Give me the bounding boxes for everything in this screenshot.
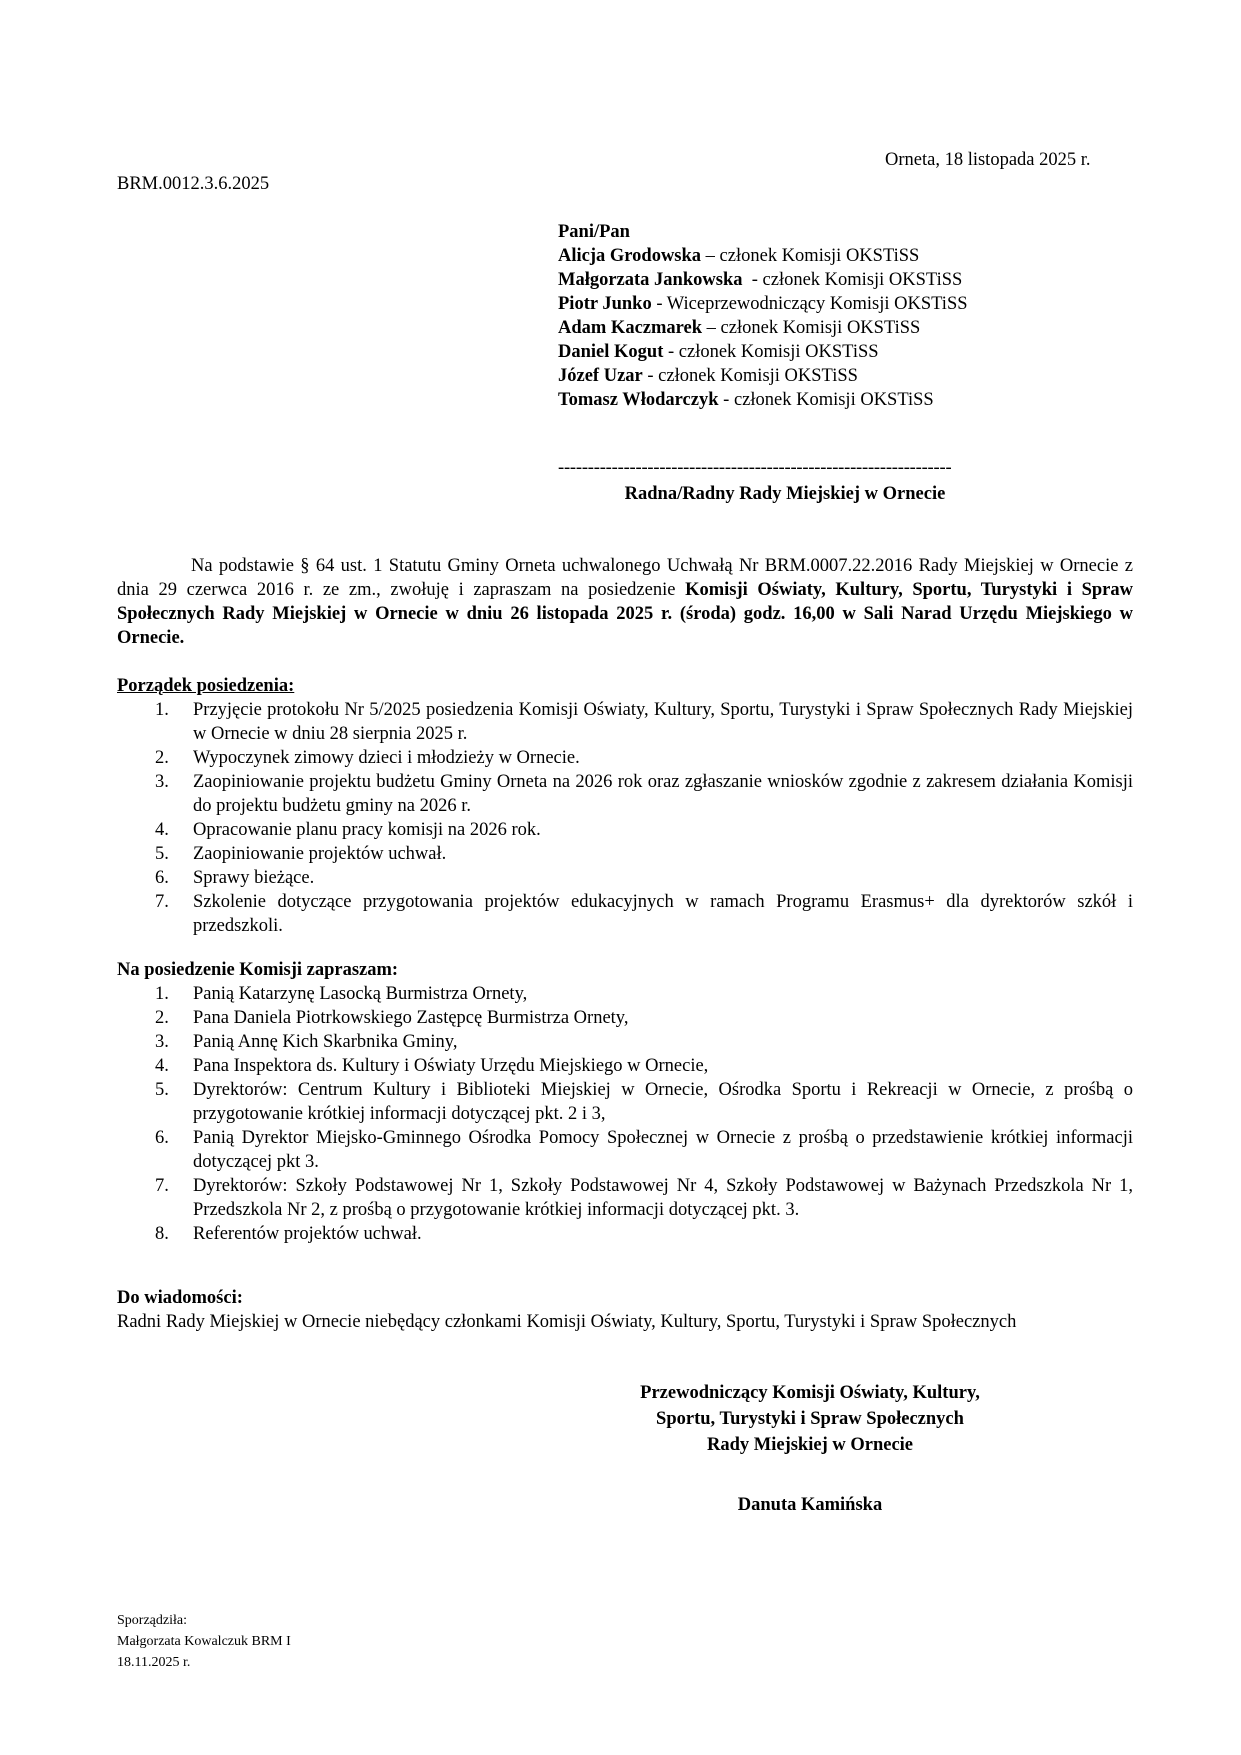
agenda-item-number: 7.	[155, 892, 169, 912]
invitee-item-text: Referentów projektów uchwał.	[193, 1224, 422, 1244]
info-text: Radni Rady Miejskiej w Ornecie niebędący członkami Komisji Oświaty, Kultury, Sportu, Turystyki i Spraw Społecznych	[117, 1312, 1017, 1332]
recipient-name: Daniel Kogut	[558, 342, 664, 362]
recipients-block	[558, 220, 968, 412]
invitee-item-number: 6.	[155, 1128, 169, 1148]
invitee-item	[117, 1126, 1133, 1174]
info-section	[117, 1286, 1133, 1334]
agenda-item	[117, 842, 1133, 866]
prepared-by-block	[117, 1610, 291, 1673]
recipient-line	[558, 292, 968, 316]
invitee-item-number: 2.	[155, 1008, 169, 1028]
prepared-person: Małgorzata Kowalczuk BRM I	[117, 1634, 291, 1649]
prepared-date: 18.11.2025 r.	[117, 1655, 191, 1670]
recipient-name: Małgorzata Jankowska	[558, 270, 743, 290]
agenda-item-number: 5.	[155, 844, 169, 864]
invitee-item-text: Panią Katarzynę Lasocką Burmistrza Ornety,	[193, 984, 528, 1004]
dashed-line: ------------------------------------------------------------------	[558, 458, 952, 478]
invitee-item-text: Panią Dyrektor Miejsko-Gminnego Ośrodka Pomocy Społecznej w Ornecie z prośbą o przedstawienie krótkiej informacji dotyczącej pkt 3.	[193, 1128, 1133, 1172]
invitee-item-text: Dyrektorów: Centrum Kultury i Biblioteki Miejskiej w Ornecie, Ośrodka Sportu i Rekreacji w Ornecie, z prośbą o przygotowanie krótkiej informacji dotyczącej pkt. 2 i 3,	[193, 1080, 1133, 1124]
agenda-item-number: 4.	[155, 820, 169, 840]
signature-line: Rady Miejskiej w Ornecie	[706, 1435, 914, 1455]
agenda-section	[117, 674, 1133, 938]
agenda-item-text: Szkolenie dotyczące przygotowania projektów edukacyjnych w ramach Programu Erasmus+ dla dyrektorów szkół i przedszkoli.	[193, 892, 1133, 936]
agenda-list	[117, 698, 1133, 938]
signature-line: Sportu, Turystyki i Spraw Społecznych	[656, 1409, 964, 1429]
recipient-title: Radna/Radny Rady Miejskiej w Ornecie	[624, 484, 946, 504]
recipient-name: Józef Uzar	[558, 366, 643, 386]
recipient-role: – członek Komisji OKSTiSS	[701, 246, 920, 266]
signer-name: Danuta Kamińska	[737, 1495, 883, 1515]
reference-number: BRM.0012.3.6.2025	[117, 174, 270, 194]
recipient-role: – członek Komisji OKSTiSS	[702, 318, 921, 338]
recipient-role: - członek Komisji OKSTiSS	[742, 270, 963, 290]
agenda-item-number: 3.	[155, 772, 169, 792]
agenda-item-text: Zaopiniowanie projektów uchwał.	[193, 844, 447, 864]
recipient-role: - członek Komisji OKSTiSS	[642, 366, 858, 386]
agenda-item	[117, 890, 1133, 938]
agenda-item	[117, 866, 1133, 890]
invitee-item	[117, 1054, 1133, 1078]
prepared-label: Sporządziła:	[117, 1613, 187, 1628]
invitee-item-text: Panią Annę Kich Skarbnika Gminy,	[193, 1032, 458, 1052]
recipient-line	[558, 316, 968, 340]
agenda-item	[117, 698, 1133, 746]
body-intro-bold: Komisji Oświaty, Kultury, Sportu, Turystyki i Spraw Społecznych Rady Miejskiej w Ornecie w dniu 26 listopada 2025 r. (środa) godz. 16,00 w Sali Narad Urzędu Miejskiego w Ornecie.	[117, 580, 1133, 648]
recipient-name: Alicja Grodowska	[558, 246, 702, 266]
invitee-item	[117, 982, 1133, 1006]
invitee-item-number: 3.	[155, 1032, 169, 1052]
signature-line: Przewodniczący Komisji Oświaty, Kultury,	[640, 1383, 980, 1403]
recipient-name: Adam Kaczmarek	[558, 318, 703, 338]
agenda-item-text: Przyjęcie protokołu Nr 5/2025 posiedzenia Komisji Oświaty, Kultury, Sportu, Turystyki i Spraw Społecznych Rady Miejskiej w Ornecie w dniu 28 sierpnia 2025 r.	[193, 700, 1133, 744]
invitee-item-text: Pana Daniela Piotrkowskiego Zastępcę Burmistrza Ornety,	[193, 1008, 629, 1028]
recipient-role: - Wiceprzewodniczący Komisji OKSTiSS	[651, 294, 968, 314]
agenda-item-text: Wypoczynek zimowy dzieci i młodzieży w Ornecie.	[193, 748, 580, 768]
invitee-item-number: 5.	[155, 1080, 169, 1100]
recipient-line	[558, 268, 968, 292]
info-title: Do wiadomości:	[117, 1288, 243, 1308]
invitee-item	[117, 1174, 1133, 1222]
body-intro-text: Na podstawie § 64 ust. 1 Statutu Gminy Orneta uchwalonego Uchwałą Nr BRM.0007.22.2016 Rady Miejskiej w Ornecie z dnia 29 czerwca 2016 r. ze zm., zwołuję i zapraszam na posiedzenie	[117, 556, 1133, 600]
invitee-item	[117, 1078, 1133, 1126]
agenda-item-text: Sprawy bieżące.	[193, 868, 315, 888]
agenda-item	[117, 818, 1133, 842]
agenda-item	[117, 746, 1133, 770]
salutation: Pani/Pan	[558, 222, 630, 242]
agenda-item-text: Opracowanie planu pracy komisji na 2026 rok.	[193, 820, 541, 840]
agenda-title: Porządek posiedzenia:	[117, 676, 295, 696]
recipient-name: Tomasz Włodarczyk	[558, 390, 719, 410]
recipient-role: - członek Komisji OKSTiSS	[718, 390, 934, 410]
invitees-list	[117, 982, 1133, 1246]
invitee-item-text: Pana Inspektora ds. Kultury i Oświaty Urzędu Miejskiego w Ornecie,	[193, 1056, 709, 1076]
invitee-item-number: 4.	[155, 1056, 169, 1076]
recipient-line	[558, 244, 968, 268]
body-paragraph	[117, 554, 1133, 650]
recipient-name: Piotr Junko	[558, 294, 652, 314]
signature-block	[600, 1380, 1020, 1458]
invitees-section	[117, 958, 1133, 1246]
invitee-item	[117, 1222, 1133, 1246]
recipient-line	[558, 388, 968, 412]
recipient-line	[558, 364, 968, 388]
agenda-item-number: 2.	[155, 748, 169, 768]
recipient-line	[558, 340, 968, 364]
recipient-role: - członek Komisji OKSTiSS	[663, 342, 879, 362]
document-date: Orneta, 18 listopada 2025 r.	[885, 150, 1091, 170]
agenda-item-text: Zaopiniowanie projektu budżetu Gminy Orneta na 2026 rok oraz zgłaszanie wniosków zgodnie z zakresem działania Komisji do projektu budżetu gminy na 2026 r.	[193, 772, 1133, 816]
agenda-item-number: 1.	[155, 700, 169, 720]
invitee-item	[117, 1006, 1133, 1030]
invitee-item-number: 7.	[155, 1176, 169, 1196]
invitee-item-text: Dyrektorów: Szkoły Podstawowej Nr 1, Szkoły Podstawowej Nr 4, Szkoły Podstawowej w Bażynach Przedszkola Nr 1, Przedszkola Nr 2, z prośbą o przygotowanie krótkiej informacji dotyczącej pkt. 3.	[193, 1176, 1133, 1220]
invitees-title: Na posiedzenie Komisji zapraszam:	[117, 960, 399, 980]
invitee-item	[117, 1030, 1133, 1054]
agenda-item-number: 6.	[155, 868, 169, 888]
agenda-item	[117, 770, 1133, 818]
invitee-item-number: 8.	[155, 1224, 169, 1244]
invitee-item-number: 1.	[155, 984, 169, 1004]
